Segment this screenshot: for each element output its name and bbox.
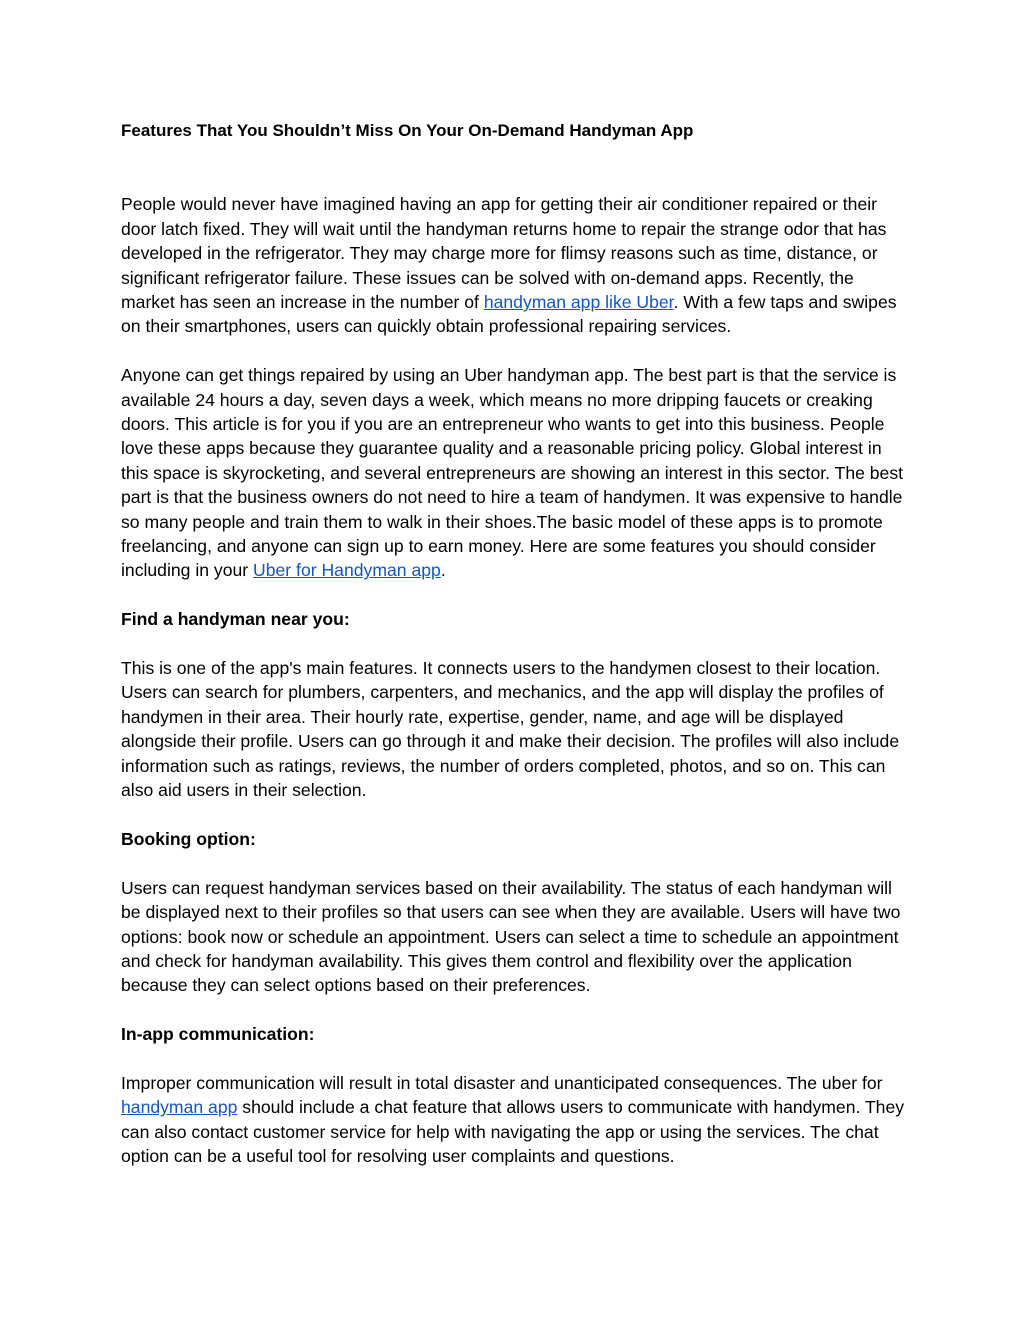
intro-p2-text-after: . [440,560,446,581]
intro-paragraph-1 [121,192,906,338]
handyman-app-like-uber-link[interactable]: handyman app like Uber [483,292,674,313]
intro-p1-text-before: People would never have imagined having an app for getting their air conditioner repaired or their door latch fixed. They will wait until the handyman returns home to repair the strange odor that has developed in the refrigerator. They may charge more for flimsy reasons such as time, distance, or significant refrigerator failure. These issues can be solved with on-demand apps. Recently, the market has seen an increase in the number of [121,194,887,313]
paragraph-spacer [121,851,906,875]
document-title: Features That You Shouldn’t Miss On Your On-Demand Handyman App [121,121,694,140]
section-body-in-app-communication [121,1071,906,1169]
paragraph-spacer [121,583,906,607]
paragraph-spacer [121,803,906,827]
inapp-text-before: Improper communication will result in total disaster and unanticipated consequences. The uber for [121,1072,883,1093]
paragraph-spacer [121,339,906,363]
section-heading-in-app-communication: In-app communication: [121,1024,315,1045]
intro-paragraph-2 [121,363,906,583]
paragraph-spacer [121,998,906,1022]
inapp-text-after: should include a chat feature that allows users to communicate with handymen. They can also contact customer service for help with navigating the app or using the services. The chat option can be a useful tool for resolving user complaints and questions. [121,1097,905,1167]
section-body-booking-option: Users can request handyman services based on their availability. The status of each handyman will be displayed next to their profiles so that users can see when they are available. Users will have two options: book now or schedule an appointment. Users can select a time to schedule an appointment and check for handyman availability. This gives them control and flexibility over the application because they can select options based on their preferences. [121,877,901,996]
paragraph-spacer [121,1047,906,1071]
handyman-app-link[interactable]: handyman app [121,1097,238,1118]
section-heading-find-handyman: Find a handyman near you: [121,609,350,630]
paragraph-spacer [121,632,906,656]
uber-for-handyman-app-link[interactable]: Uber for Handyman app [253,560,441,581]
section-body-find-handyman: This is one of the app's main features. It connects users to the handymen closest to their location. Users can search for plumbers, carpenters, and mechanics, and the app will display the profiles of handymen in their area. Their hourly rate, expertise, gender, name, and age will be displayed alongside their profile. Users can go through it and make their decision. The profiles will also include information such as ratings, reviews, the number of orders completed, photos, and so on. This can also aid users in their selection. [121,658,900,801]
section-heading-booking-option: Booking option: [121,828,256,849]
document-content [121,119,906,1169]
intro-p2-text-before: Anyone can get things repaired by using an Uber handyman app. The best part is that the service is available 24 hours a day, seven days a week, which means no more dripping faucets or creaking doors. This article is for you if you are an entrepreneur who wants to get into this business. People love these apps because they guarantee quality and a reasonable pricing policy. Global interest in this space is skyrocketing, and several entrepreneurs are showing an interest in this sector. The best part is that the business owners do not need to hire a team of handymen. It was expensive to handle so many people and train them to walk in their shoes.The basic model of these apps is to promote freelancing, and anyone can sign up to earn money. Here are some features you should consider including in your [121,365,904,581]
intro-p1-text-after: . With a few taps and swipes on their smartphones, users can quickly obtain professional repairing services. [121,292,897,337]
